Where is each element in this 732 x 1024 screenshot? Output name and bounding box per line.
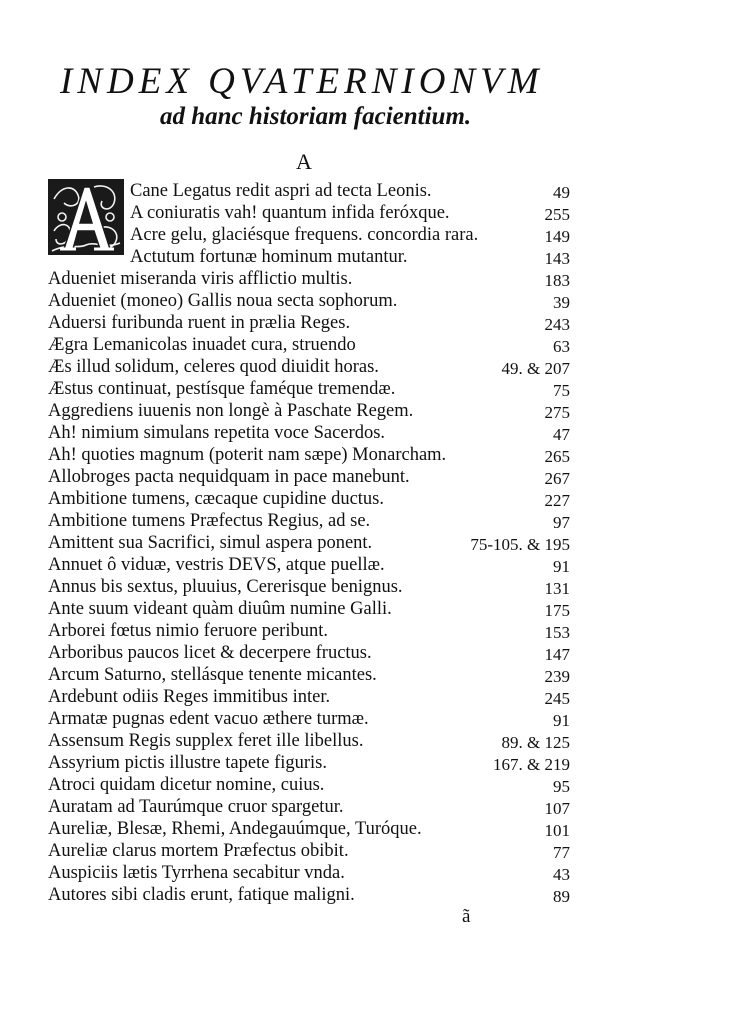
entry-text: Ambitione tumens, cæcaque cupidine ductus. xyxy=(48,489,385,509)
entry-text: Aureliæ clarus mortem Præfectus obibit. xyxy=(48,841,349,861)
entry-page: 265 xyxy=(544,447,570,466)
entry-text: Auspiciis lætis Tyrrhena secabitur vnda. xyxy=(48,863,345,883)
entry-page: 255 xyxy=(544,205,570,224)
index-entry xyxy=(130,180,570,202)
signature-mark: ã xyxy=(462,906,471,927)
entry-text: Ante suum videant quàm diuûm numine Galli. xyxy=(48,599,392,619)
entry-text: Auratam ad Taurúmque cruor spargetur. xyxy=(48,797,344,817)
entry-page: 89. & 125 xyxy=(501,733,570,752)
entry-page: 245 xyxy=(544,689,570,708)
index-entry xyxy=(48,862,570,884)
entry-text: Ambitione tumens Præfectus Regius, ad se. xyxy=(48,511,371,531)
index-entry xyxy=(48,312,570,334)
entry-text: Aureliæ, Blesæ, Rhemi, Andegauúmque, Turóque. xyxy=(48,819,422,839)
index-entry xyxy=(48,752,570,774)
entry-text: Assyrium pictis illustre tapete figuris. xyxy=(48,753,327,773)
entry-text: Amittent sua Sacrifici, simul aspera ponent. xyxy=(48,533,373,553)
index-entry xyxy=(130,246,570,268)
index-entry xyxy=(48,290,570,312)
index-entry xyxy=(48,466,570,488)
entry-text: Annuet ô viduæ, vestris DEVS, atque puellæ. xyxy=(48,555,385,575)
index-entry xyxy=(48,598,570,620)
entry-text: Aggrediens iuuenis non longè à Paschate Regem. xyxy=(48,401,414,421)
entry-text: Æstus continuat, pestísque faméque tremendæ. xyxy=(48,379,396,399)
entry-text: Cane Legatus redit aspri ad tecta Leonis. xyxy=(130,181,432,201)
entry-text: A coniuratis vah! quantum infida feróxque. xyxy=(130,203,450,223)
entry-page: 91 xyxy=(553,711,570,730)
entry-text: Arborei fœtus nimio feruore peribunt. xyxy=(48,621,328,641)
entry-page: 167. & 219 xyxy=(493,755,570,774)
entry-text: Ah! quoties magnum (poterit nam sæpe) Monarcham. xyxy=(48,445,447,465)
index-entry xyxy=(48,774,570,796)
entry-text: Arcum Saturno, stellásque tenente micantes. xyxy=(48,665,377,685)
entry-page: 143 xyxy=(544,249,570,268)
entry-page: 91 xyxy=(553,557,570,576)
entry-page: 39 xyxy=(553,293,570,312)
entry-text: Adueniet miseranda viris afflictio multis. xyxy=(48,269,353,289)
index-entry xyxy=(48,510,570,532)
entry-text: Actutum fortunæ hominum mutantur. xyxy=(130,247,408,267)
entry-page: 95 xyxy=(553,777,570,796)
entry-page: 97 xyxy=(553,513,570,532)
entry-page: 107 xyxy=(544,799,570,818)
entry-text: Arboribus paucos licet & decerpere fructus. xyxy=(48,643,372,663)
entry-text: Armatæ pugnas edent vacuo æthere turmæ. xyxy=(48,709,369,729)
index-entry xyxy=(48,268,570,290)
index-subtitle: ad hanc historiam facientium. xyxy=(160,103,472,130)
index-entry xyxy=(48,554,570,576)
entry-text: Ah! nimium simulans repetita voce Sacerdos. xyxy=(48,423,386,443)
index-entry xyxy=(48,400,570,422)
index-entry xyxy=(48,356,570,378)
entry-page: 77 xyxy=(553,843,570,862)
entry-text: Aduersi furibunda ruent in prælia Reges. xyxy=(48,313,351,333)
index-entry xyxy=(48,730,570,752)
entry-page: 239 xyxy=(544,667,570,686)
entry-page: 153 xyxy=(544,623,570,642)
entry-page: 63 xyxy=(553,337,570,356)
entry-page: 47 xyxy=(553,425,570,444)
index-entry xyxy=(48,686,570,708)
entry-text: Annus bis sextus, pluuius, Cererisque benignus. xyxy=(48,577,403,597)
ornamental-initial-a-icon xyxy=(48,179,124,255)
entry-page: 75-105. & 195 xyxy=(470,535,570,554)
entry-text: Allobroges pacta nequidquam in pace manebunt. xyxy=(48,467,410,487)
entry-page: 43 xyxy=(553,865,570,884)
entry-page: 131 xyxy=(544,579,570,598)
index-entry xyxy=(48,422,570,444)
index-entry xyxy=(48,642,570,664)
index-entry xyxy=(48,532,570,554)
entry-text: Atroci quidam dicetur nomine, cuius. xyxy=(48,775,325,795)
entry-page: 49 xyxy=(553,183,570,202)
entry-page: 183 xyxy=(544,271,570,290)
index-entry xyxy=(130,224,570,246)
index-entry xyxy=(48,334,570,356)
entry-page: 175 xyxy=(544,601,570,620)
entry-text: Ægra Lemanicolas inuadet cura, struendo xyxy=(48,335,356,355)
index-entry xyxy=(48,576,570,598)
entry-text: Assensum Regis supplex feret ille libellus. xyxy=(48,731,364,751)
entry-page: 275 xyxy=(544,403,570,422)
entry-text: Acre gelu, glaciésque frequens. concordia rara. xyxy=(130,225,479,245)
index-entry xyxy=(48,796,570,818)
entry-page: 101 xyxy=(544,821,570,840)
entry-page: 49. & 207 xyxy=(501,359,570,378)
index-entry xyxy=(48,840,570,862)
index-entry xyxy=(48,444,570,466)
entry-page: 227 xyxy=(544,491,570,510)
index-entry xyxy=(48,378,570,400)
entry-page: 147 xyxy=(544,645,570,664)
index-entry xyxy=(48,664,570,686)
index-entry xyxy=(130,202,570,224)
entry-page: 89 xyxy=(553,887,570,906)
index-entry xyxy=(48,818,570,840)
index-title: INDEX QVATERNIONVM xyxy=(60,61,544,102)
entry-page: 267 xyxy=(544,469,570,488)
entry-page: 243 xyxy=(544,315,570,334)
entry-page: 75 xyxy=(553,381,570,400)
entry-text: Ardebunt odiis Reges immitibus inter. xyxy=(48,687,331,707)
index-entry xyxy=(48,708,570,730)
section-letter: A xyxy=(296,149,312,174)
entry-text: Æs illud solidum, celeres quod diuidit horas. xyxy=(48,357,379,377)
entry-text: Adueniet (moneo) Gallis noua secta sophorum. xyxy=(48,291,398,311)
index-entry xyxy=(48,620,570,642)
index-entry xyxy=(48,884,570,906)
entry-text: Autores sibi cladis erunt, fatique maligni. xyxy=(48,885,355,905)
entry-page: 149 xyxy=(544,227,570,246)
index-entry xyxy=(48,488,570,510)
